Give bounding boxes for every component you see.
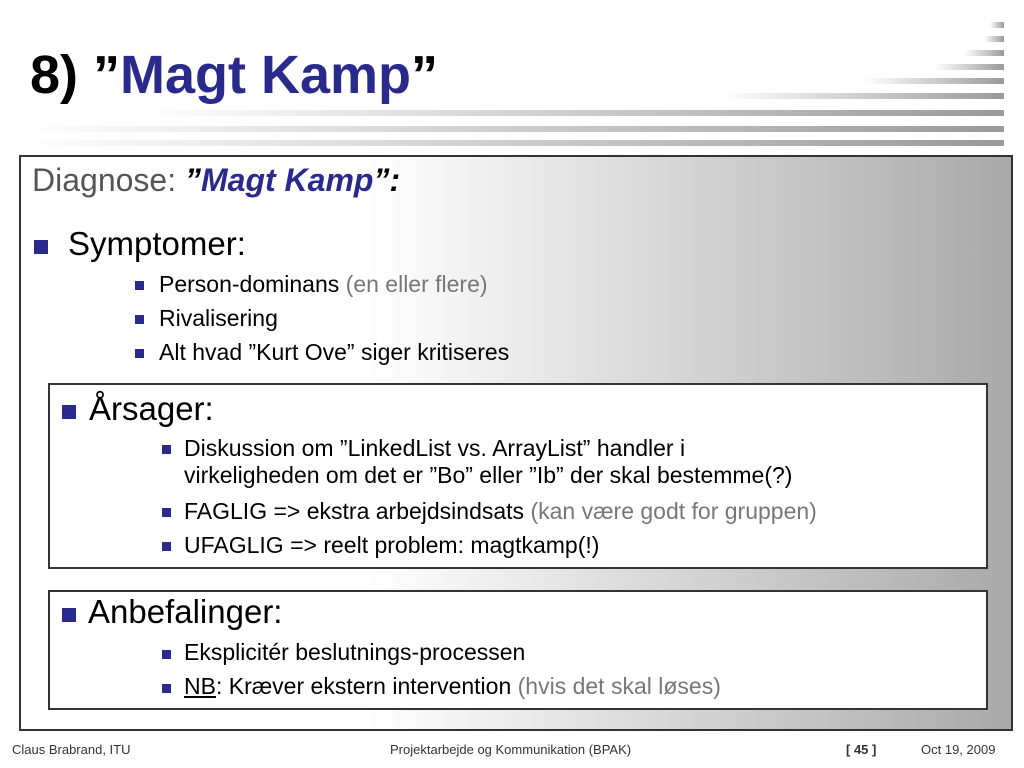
bullet-icon: [34, 240, 48, 254]
bullet-icon: [62, 608, 76, 622]
deco-bar: [720, 93, 1004, 99]
footer-author: Claus Brabrand, ITU: [12, 742, 131, 757]
bullet-icon: [162, 445, 171, 454]
footer-page-number: [ 45 ]: [846, 742, 877, 757]
deco-bar: [24, 126, 1004, 132]
symptoms-heading: Symptomer:: [68, 225, 246, 262]
cause-item: [184, 498, 817, 525]
bullet-icon: [162, 542, 171, 551]
symptom-text: Alt hvad ”Kurt Ove” siger kritiseres: [159, 339, 510, 365]
bullet-icon: [62, 405, 76, 419]
title-quote-open: ”: [93, 45, 121, 105]
diagnosis-label: Diagnose:: [32, 162, 185, 198]
title-main: Magt Kamp: [120, 45, 412, 105]
bullet-icon: [135, 349, 144, 358]
cause-item-line2: virkeligheden om det er ”Bo” eller ”Ib” der skal bestemme(?): [184, 462, 793, 488]
recommendation-text: : Kræver ekstern intervention: [215, 673, 518, 699]
footer-date: Oct 19, 2009: [921, 742, 996, 757]
symptom-item: [159, 271, 488, 298]
bullet-icon: [162, 508, 171, 517]
deco-bar: [934, 64, 1004, 70]
cause-text: UFAGLIG => reelt problem: magtkamp(!): [184, 532, 600, 558]
diagnosis-quote: [185, 162, 400, 198]
deco-bar: [24, 140, 1004, 146]
title-quote-close: ”: [411, 45, 439, 105]
recommendations-heading: Anbefalinger:: [88, 593, 283, 630]
nb-label: NB: [184, 673, 216, 699]
cause-note: (kan være godt for gruppen): [530, 498, 817, 524]
diagnosis-heading: [32, 162, 400, 199]
symptom-text: Person-dominans: [159, 271, 346, 297]
deco-bar: [990, 22, 1004, 28]
cause-item-line1: Diskussion om ”LinkedList vs. ArrayList” handler i: [184, 435, 686, 461]
bullet-icon: [162, 650, 171, 659]
symptom-item: [159, 339, 509, 366]
diagnosis-quote-open: ”: [184, 162, 201, 198]
symptom-note: (en eller flere): [345, 271, 488, 297]
recommendation-item: [184, 673, 721, 700]
diagnosis-main: Magt Kamp: [200, 162, 374, 198]
deco-bar: [964, 50, 1004, 56]
footer-course: Projektarbejde og Kommunikation (BPAK): [390, 742, 632, 757]
recommendation-note: (hvis det skal løses): [517, 673, 721, 699]
deco-bar: [144, 110, 1004, 116]
symptom-item: [159, 305, 278, 332]
slide-title: [30, 45, 439, 105]
diagnosis-quote-close: ”:: [373, 162, 401, 198]
symptom-text: Rivalisering: [159, 305, 278, 331]
causes-heading: Årsager:: [89, 390, 214, 427]
deco-bar: [864, 78, 1004, 84]
cause-item: [184, 532, 599, 559]
cause-text: FAGLIG => ekstra arbejdsindsats: [184, 498, 531, 524]
title-prefix: 8): [30, 45, 94, 105]
deco-bar: [984, 36, 1004, 42]
recommendation-item: [184, 639, 525, 666]
bullet-icon: [162, 684, 171, 693]
bullet-icon: [135, 315, 144, 324]
recommendation-text: Eksplicitér beslutnings-processen: [184, 639, 526, 665]
bullet-icon: [135, 281, 144, 290]
